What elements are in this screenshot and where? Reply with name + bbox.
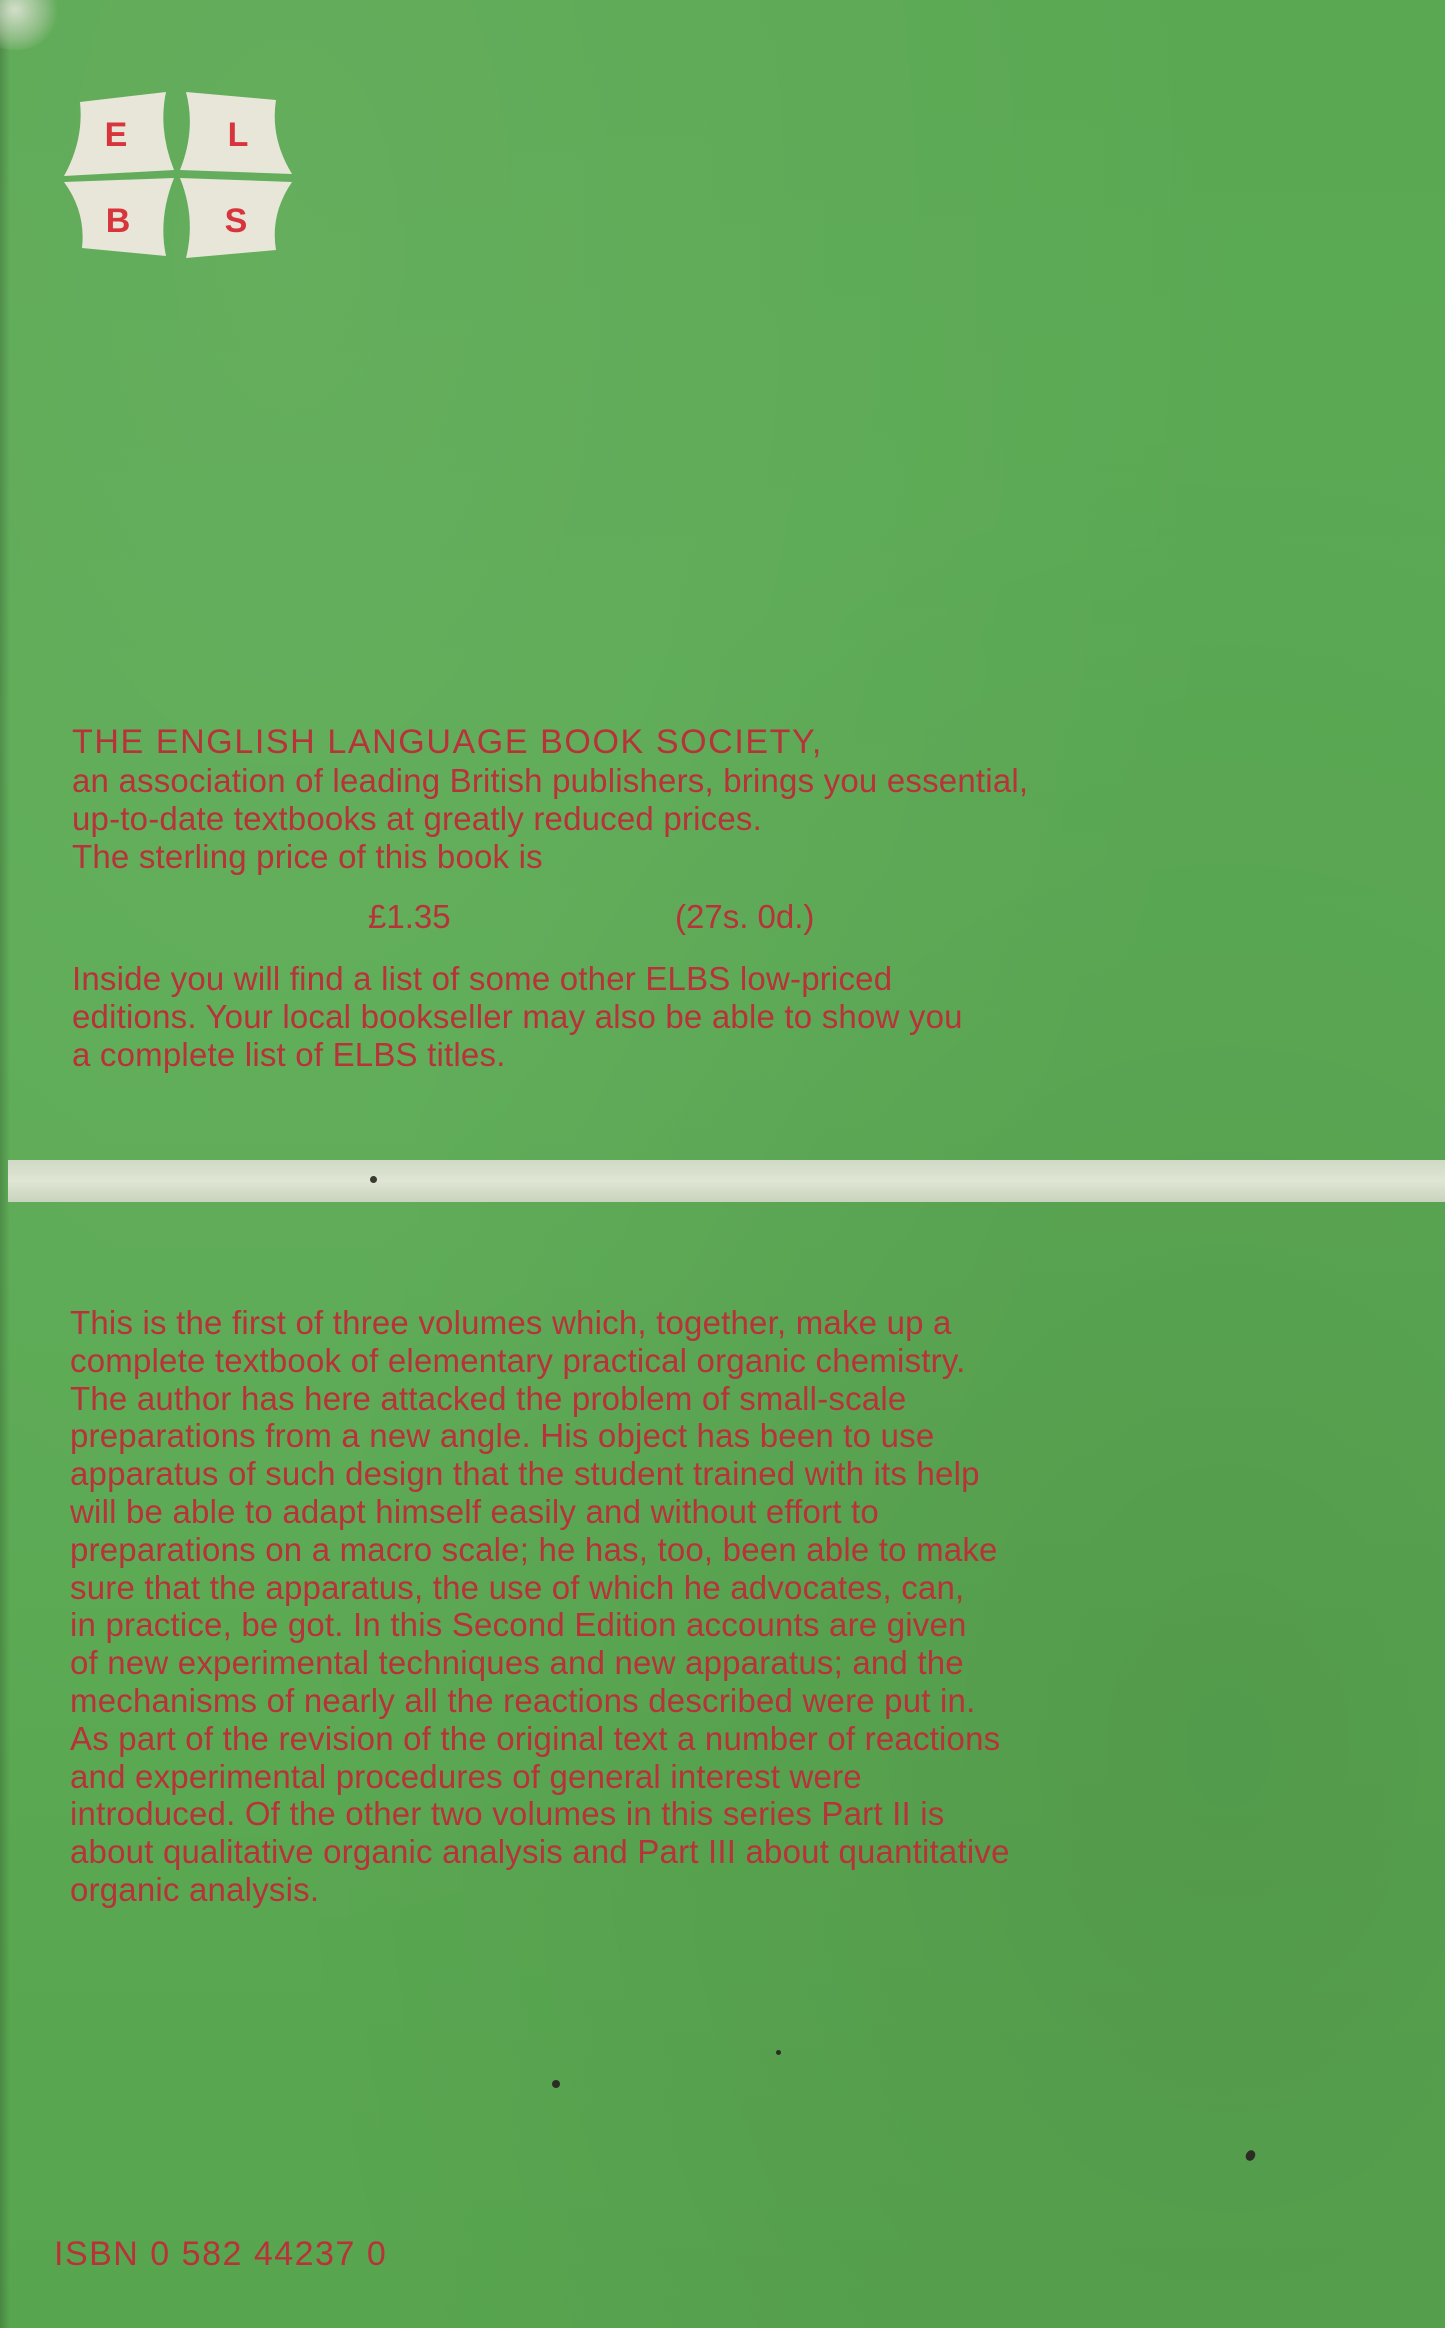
description-line: of new experimental techniques and new apparatus; and the bbox=[70, 1644, 964, 1682]
description-line: and experimental procedures of general interest were bbox=[70, 1757, 862, 1795]
inside-line: Inside you will find a list of some other ELBS low-priced bbox=[72, 960, 893, 997]
society-line: up-to-date textbooks at greatly reduced prices. bbox=[72, 800, 762, 837]
logo-letter-l: L bbox=[227, 116, 249, 154]
description-line: apparatus of such design that the student trained with its help bbox=[70, 1455, 980, 1493]
cover-speck bbox=[1244, 2148, 1257, 2162]
stripe-speck bbox=[370, 1176, 377, 1183]
inside-line: editions. Your local bookseller may also be able to show you bbox=[72, 998, 963, 1035]
inside-note bbox=[72, 960, 1172, 1074]
description-line: As part of the revision of the original text a number of reactions bbox=[70, 1719, 1001, 1757]
logo-letter-b: B bbox=[105, 202, 131, 240]
description-line: in practice, be got. In this Second Edition accounts are given bbox=[70, 1606, 967, 1644]
divider-stripe bbox=[8, 1160, 1445, 1202]
description-line: preparations on a macro scale; he has, too, been able to make bbox=[70, 1530, 998, 1568]
cover-speck bbox=[552, 2080, 560, 2088]
description-line: sure that the apparatus, the use of which he advocates, can, bbox=[70, 1568, 965, 1606]
society-line: The sterling price of this book is bbox=[72, 838, 543, 875]
description-line: organic analysis. bbox=[70, 1870, 320, 1908]
corner-wear bbox=[0, 0, 60, 50]
description-line: mechanisms of nearly all the reactions described were put in. bbox=[70, 1681, 976, 1719]
description-line: about qualitative organic analysis and Part III about quantitative bbox=[70, 1833, 1010, 1871]
description-line: will be able to adapt himself easily and without effort to bbox=[70, 1492, 879, 1530]
cover-speck bbox=[776, 2050, 781, 2055]
elbs-logo-graphic bbox=[62, 90, 294, 260]
price-decimal: £1.35 bbox=[368, 898, 451, 935]
society-statement bbox=[72, 762, 1172, 876]
society-title: THE ENGLISH LANGUAGE BOOK SOCIETY, bbox=[72, 723, 823, 761]
isbn: ISBN 0 582 44237 0 bbox=[54, 2235, 388, 2273]
price-pre-decimal: (27s. 0d.) bbox=[675, 898, 815, 935]
description-line: This is the first of three volumes which, together, make up a bbox=[70, 1304, 952, 1341]
description-line: introduced. Of the other two volumes in this series Part II is bbox=[70, 1795, 945, 1833]
description-line: preparations from a new angle. His object has been to use bbox=[70, 1417, 935, 1455]
logo-letter-e: E bbox=[104, 116, 128, 154]
society-line: an association of leading British publishers, brings you essential, bbox=[72, 762, 1029, 799]
description-line: The author has here attacked the problem of small-scale bbox=[70, 1379, 907, 1417]
inside-line: a complete list of ELBS titles. bbox=[72, 1036, 506, 1073]
logo-letter-s: S bbox=[224, 202, 248, 240]
elbs-logo bbox=[62, 90, 294, 260]
description-line: complete textbook of elementary practical organic chemistry. bbox=[70, 1341, 966, 1379]
book-description bbox=[70, 1304, 1170, 1909]
